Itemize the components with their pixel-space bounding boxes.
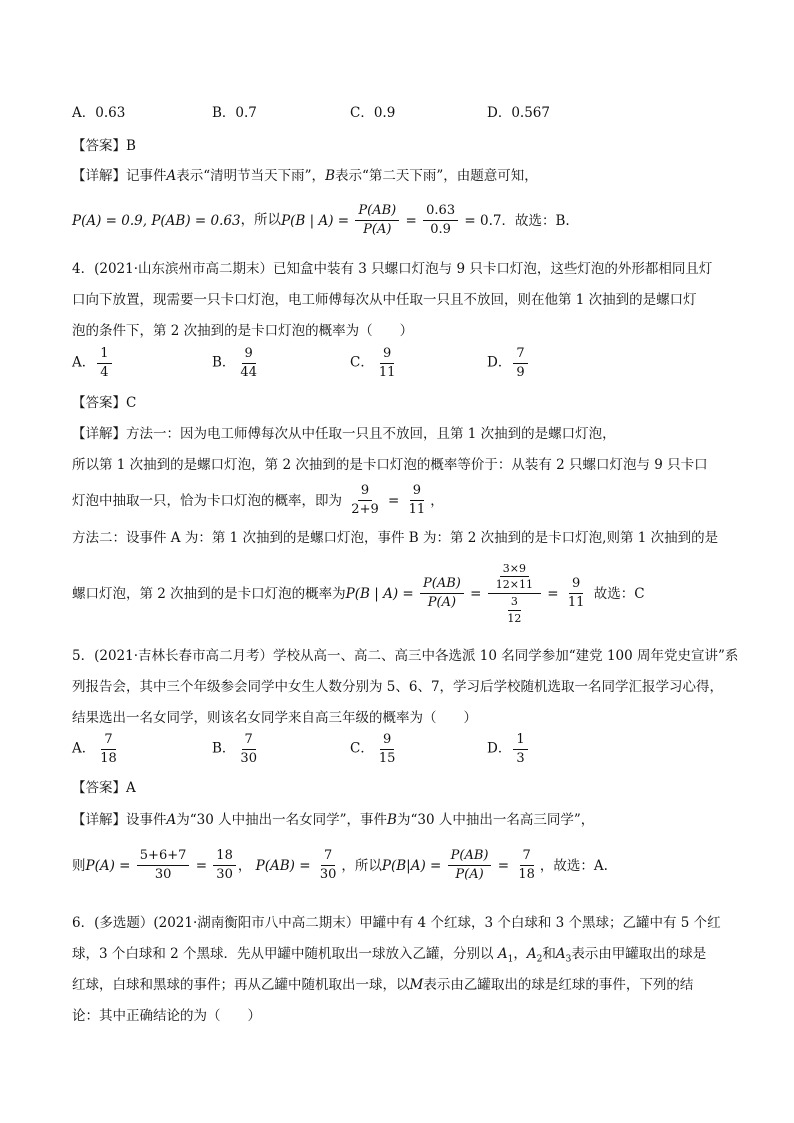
var-b: B xyxy=(387,812,397,828)
fraction-numerator: 7 xyxy=(513,347,527,364)
fraction-numerator: 1 xyxy=(97,347,111,364)
q4-option-c xyxy=(350,347,400,379)
q5-detail-text-1: 【详解】设事件 xyxy=(72,812,167,828)
q5-option-b xyxy=(212,733,262,765)
var-a: A xyxy=(166,168,177,184)
fraction-numerator: 9 xyxy=(358,484,372,501)
q4-answer: 【答案】C xyxy=(72,395,137,411)
q5-fraction-5 xyxy=(515,849,538,881)
q4-option-a xyxy=(72,347,114,379)
q4-option-b xyxy=(212,347,262,379)
q4-detail-end: 故选：C xyxy=(593,585,645,602)
q5-detail-line-1 xyxy=(72,810,594,830)
option-fraction xyxy=(97,733,120,765)
fraction-numerator: 7 xyxy=(101,733,115,750)
q3-formula-so: ，所以 xyxy=(240,212,282,228)
var-a: A xyxy=(166,812,177,828)
q3-formula-given: P(A) = 0.9, P(AB) = 0.63 xyxy=(72,212,241,229)
q6-stem-text-a: 球，3 个白球和 2 个黑球．先从甲罐中随机取出一球放入乙罐，分别以 xyxy=(72,946,494,962)
q5-punct: ， xyxy=(237,857,252,874)
q4-detail-text: 灯泡中抽取一只，恰为卡口灯泡的概率，即为 xyxy=(72,492,342,509)
q3-formula-lhs: P(B | A) = xyxy=(281,212,350,229)
q3-answer: 【答案】B xyxy=(72,138,136,154)
fraction-numerator: 18 xyxy=(213,849,236,866)
q3-option-a: A．0.63 xyxy=(72,105,126,121)
option-label: C． xyxy=(350,740,374,757)
q5-formula-pa: P(A) = xyxy=(85,857,131,874)
var-a: A xyxy=(555,946,566,962)
fraction-numerator: 3×9 xyxy=(500,563,529,578)
q4-formula-lhs: P(B | A) = xyxy=(345,585,414,602)
fraction-numerator: 9 xyxy=(569,577,583,594)
q5-fraction-2 xyxy=(213,849,236,881)
q4-detail-line-4: 方法二：设事件 A 为：第 1 次抽到的是螺口灯泡，事件 B 为：第 2 次抽到的是卡口灯泡,则第 1 次抽到的是 xyxy=(72,530,719,546)
q5-detail-text-2: 为“30 人中抽出一名女同学”，事件 xyxy=(176,812,388,828)
q5-fraction-1 xyxy=(137,849,190,881)
q3-detail-text-1: 【详解】记事件 xyxy=(72,168,167,184)
fraction-numerator: 9 xyxy=(380,347,394,364)
q6-stem-line-1: 6．(多选题）(2021·湖南衡阳市八中高二期末）甲罐中有 4 个红球，3 个白球和 3 个黑球；乙罐中有 5 个红 xyxy=(72,915,721,931)
q5-answer: 【答案】A xyxy=(72,780,136,796)
fraction-numerator: 1 xyxy=(513,733,527,750)
var-a: A xyxy=(497,946,508,962)
fraction-numerator: 7 xyxy=(321,849,335,866)
var-m: M xyxy=(409,977,424,993)
fraction-numerator: 9 xyxy=(242,347,256,364)
q4-detail-punct: ， xyxy=(430,492,444,509)
fraction-numerator: 3 xyxy=(508,596,521,611)
option-fraction xyxy=(513,347,527,379)
fraction-denominator: 11 xyxy=(567,595,585,610)
q5-stem-line-3: 结果选出一名女同学，则该名女同学来自高三年级的概率为（ ） xyxy=(72,710,477,726)
q3-option-d: D．0.567 xyxy=(487,105,550,121)
fraction-denominator: 30 xyxy=(240,750,257,766)
q3-formula-end: = 0.7．故选：B. xyxy=(464,212,570,229)
fraction-denominator: 3 xyxy=(516,750,525,766)
q6-stem-text-c: 表示由甲罐取出的球是 xyxy=(571,946,707,962)
q4-detail-text-5: 螺口灯泡，第 2 次抽到的是卡口灯泡的概率为 xyxy=(72,585,346,602)
fraction-numerator: P(AB) xyxy=(420,577,464,594)
q3-detail-text-2: 表示“清明节当天下雨”， xyxy=(176,168,326,184)
option-label: C． xyxy=(350,354,374,371)
var-a: A xyxy=(526,946,537,962)
option-fraction xyxy=(237,733,260,765)
fraction-numerator: P(AB) xyxy=(448,849,492,866)
fraction-denominator: 12 xyxy=(507,611,522,625)
fraction-denominator: 11 xyxy=(378,364,396,380)
q4-option-d xyxy=(487,347,530,379)
var-b: B xyxy=(325,168,335,184)
q4-stem-line-1: 4．(2021·山东滨州市高二期末）已知盒中装有 3 只螺口灯泡与 9 只卡口灯泡，这些灯泡的外形都相同且灯 xyxy=(72,261,713,277)
option-fraction xyxy=(376,733,399,765)
compound-denominator xyxy=(499,594,529,624)
fraction-denominator: 30 xyxy=(216,867,233,882)
q6-stem-text-3a: 红球，白球和黑球的事件；再从乙罐中随机取出一球，以 xyxy=(72,977,410,993)
q4-detail-line-2: 所以第 1 次抽到的是螺口灯泡，第 2 次抽到的是卡口灯泡的概率等价于：从装有 2 只螺口灯泡与 9 只卡口 xyxy=(72,457,708,473)
subscript: 1 xyxy=(507,954,514,965)
option-label: A． xyxy=(72,740,96,757)
fraction-denominator: P(A) xyxy=(455,867,484,882)
q6-stem-line-4: 论：其中正确结论的为（ ） xyxy=(72,1008,261,1024)
q4-stem-line-2: 口向下放置，现需要一只卡口灯泡，电工师傅每次从中任取一只且不放回，则在他第 1 次抽到的是螺口灯 xyxy=(72,292,697,308)
q5-so: ，所以 xyxy=(341,857,382,874)
fraction-numerator: 0.63 xyxy=(423,204,458,221)
option-fraction xyxy=(513,733,527,765)
fraction-denominator: 15 xyxy=(378,750,396,766)
q4-detail-line-5: 螺口灯泡，第 2 次抽到的是卡口灯泡的概率为P(B | A) = $\frac{P(AB)}{P(A)}$ = $\frac{\frac{3\times 9}{12\times 11}}{\frac{3}{12}}$ = $\frac{9}{11}$ 故选：C xyxy=(72,558,645,629)
fraction-denominator: 0.9 xyxy=(430,222,451,237)
fraction-denominator: P(A) xyxy=(363,222,392,237)
q3-option-c: C．0.9 xyxy=(350,105,396,121)
option-label: A． xyxy=(72,354,96,371)
compound-numerator xyxy=(488,563,541,594)
q5-option-d xyxy=(487,733,530,765)
subscript: 2 xyxy=(536,954,543,965)
q3-fraction-values xyxy=(423,204,458,236)
fraction-denominator: 11 xyxy=(408,502,426,517)
q5-detail-pre: 则 xyxy=(72,857,86,874)
inner-fraction xyxy=(504,596,524,624)
q5-stem-line-2: 列报告会，其中三个年级参会同学中女生人数分别为 5、6、7，学习后学校随机选取一名同学汇报学习心得， xyxy=(72,679,724,695)
fraction-denominator: 9 xyxy=(516,364,525,380)
q4-fraction-result xyxy=(565,577,588,609)
q4-fraction-2 xyxy=(406,484,429,516)
q5-fraction-3 xyxy=(317,849,340,881)
q4-detail-line-1: 【详解】方法一：因为电工师傅每次从中任取一只且不放回，且第 1 次抽到的是螺口灯泡， xyxy=(72,426,616,442)
q4-compound-fraction xyxy=(488,563,541,624)
q5-formula-pab: P(AB) = xyxy=(255,857,311,874)
option-fraction xyxy=(97,347,111,379)
q5-detail-end: ，故选：A. xyxy=(539,857,608,874)
q4-stem-line-3: 泡的条件下，第 2 次抽到的是卡口灯泡的概率为（ ） xyxy=(72,323,414,339)
q4-fraction-1 xyxy=(348,484,381,516)
fraction-numerator: 7 xyxy=(242,733,256,750)
option-label: B． xyxy=(212,740,236,757)
q5-detail-text-3: 为“30 人中抽出一名高三同学”， xyxy=(396,812,595,828)
inner-fraction xyxy=(493,563,536,591)
fraction-denominator: P(A) xyxy=(427,595,457,610)
fraction-denominator: 30 xyxy=(319,867,337,882)
fraction-denominator: 18 xyxy=(518,867,535,882)
option-fraction xyxy=(237,347,260,379)
q5-option-c xyxy=(350,733,400,765)
q5-fraction-4 xyxy=(448,849,492,881)
option-label: B． xyxy=(212,354,236,371)
q5-detail-line-2: 则P(A) = $\frac{5+6+7}{30}$ = $\frac{18}{30}$ ， P(AB) = $\frac{7}{30}$ ，所以P(B|A) = $\frac{P(AB)}{P(A)}$ = $\frac{7}{18}$ ，故选：A. xyxy=(72,842,608,889)
fraction-numerator: 7 xyxy=(520,849,534,866)
q6-stem-line-2: 球，3 个白球和 2 个黑球．先从甲罐中随机取出一球放入乙罐，分别以 $A_1$，$A_2$和$A_3$表示由甲罐取出的球是 xyxy=(72,946,707,965)
option-fraction xyxy=(376,347,399,379)
fraction-denominator: 2+9 xyxy=(351,502,379,517)
q3-fraction-pab-pa xyxy=(355,204,399,236)
q3-option-b: B．0.7 xyxy=(212,105,257,121)
q6-stem-line-3 xyxy=(72,975,693,995)
option-label: D． xyxy=(487,354,512,371)
fraction-denominator: 44 xyxy=(240,364,257,380)
fraction-denominator: 4 xyxy=(100,364,109,380)
q3-detail-text-3: 表示“第二天下雨”，由题意可知， xyxy=(334,168,538,184)
fraction-numerator: 5+6+7 xyxy=(137,849,190,866)
q5-stem-line-1: 5．(2021·吉林长春市高二月考）学校从高一、高二、高三中各选派 10 名同学参加“建党 100 周年党史宣讲”系 xyxy=(72,648,739,664)
fraction-numerator: P(AB) xyxy=(355,204,399,221)
q6-stem-text-3b: 表示由乙罐取出的球是红球的事件，下列的结 xyxy=(423,977,694,993)
q5-formula-pba: P(B|A) = xyxy=(381,857,442,874)
subscript: 3 xyxy=(565,954,572,965)
q3-detail-formula: P(A) = 0.9, P(AB) = 0.63，所以P(B | A) = $\frac{P(AB)}{P(A)}$ = $\frac{0.63}{0.9}$ = 0.7．故选：B. xyxy=(72,200,570,241)
fraction-denominator: 18 xyxy=(100,750,117,766)
option-label: D． xyxy=(487,740,512,757)
q4-fraction-pab-pa xyxy=(420,577,464,609)
q6-stem-text-b: 和 xyxy=(542,946,556,962)
q4-detail-line-3: 灯泡中抽取一只，恰为卡口灯泡的概率，即为 $\frac{9}{2+9}$ = $\frac{9}{11}$ ， xyxy=(72,480,444,521)
q5-option-a xyxy=(72,733,122,765)
fraction-denominator: 12×11 xyxy=(495,578,533,592)
fraction-numerator: 9 xyxy=(410,484,424,501)
fraction-denominator: 30 xyxy=(154,867,172,882)
fraction-numerator: 9 xyxy=(380,733,394,750)
q3-detail-line xyxy=(72,166,538,186)
